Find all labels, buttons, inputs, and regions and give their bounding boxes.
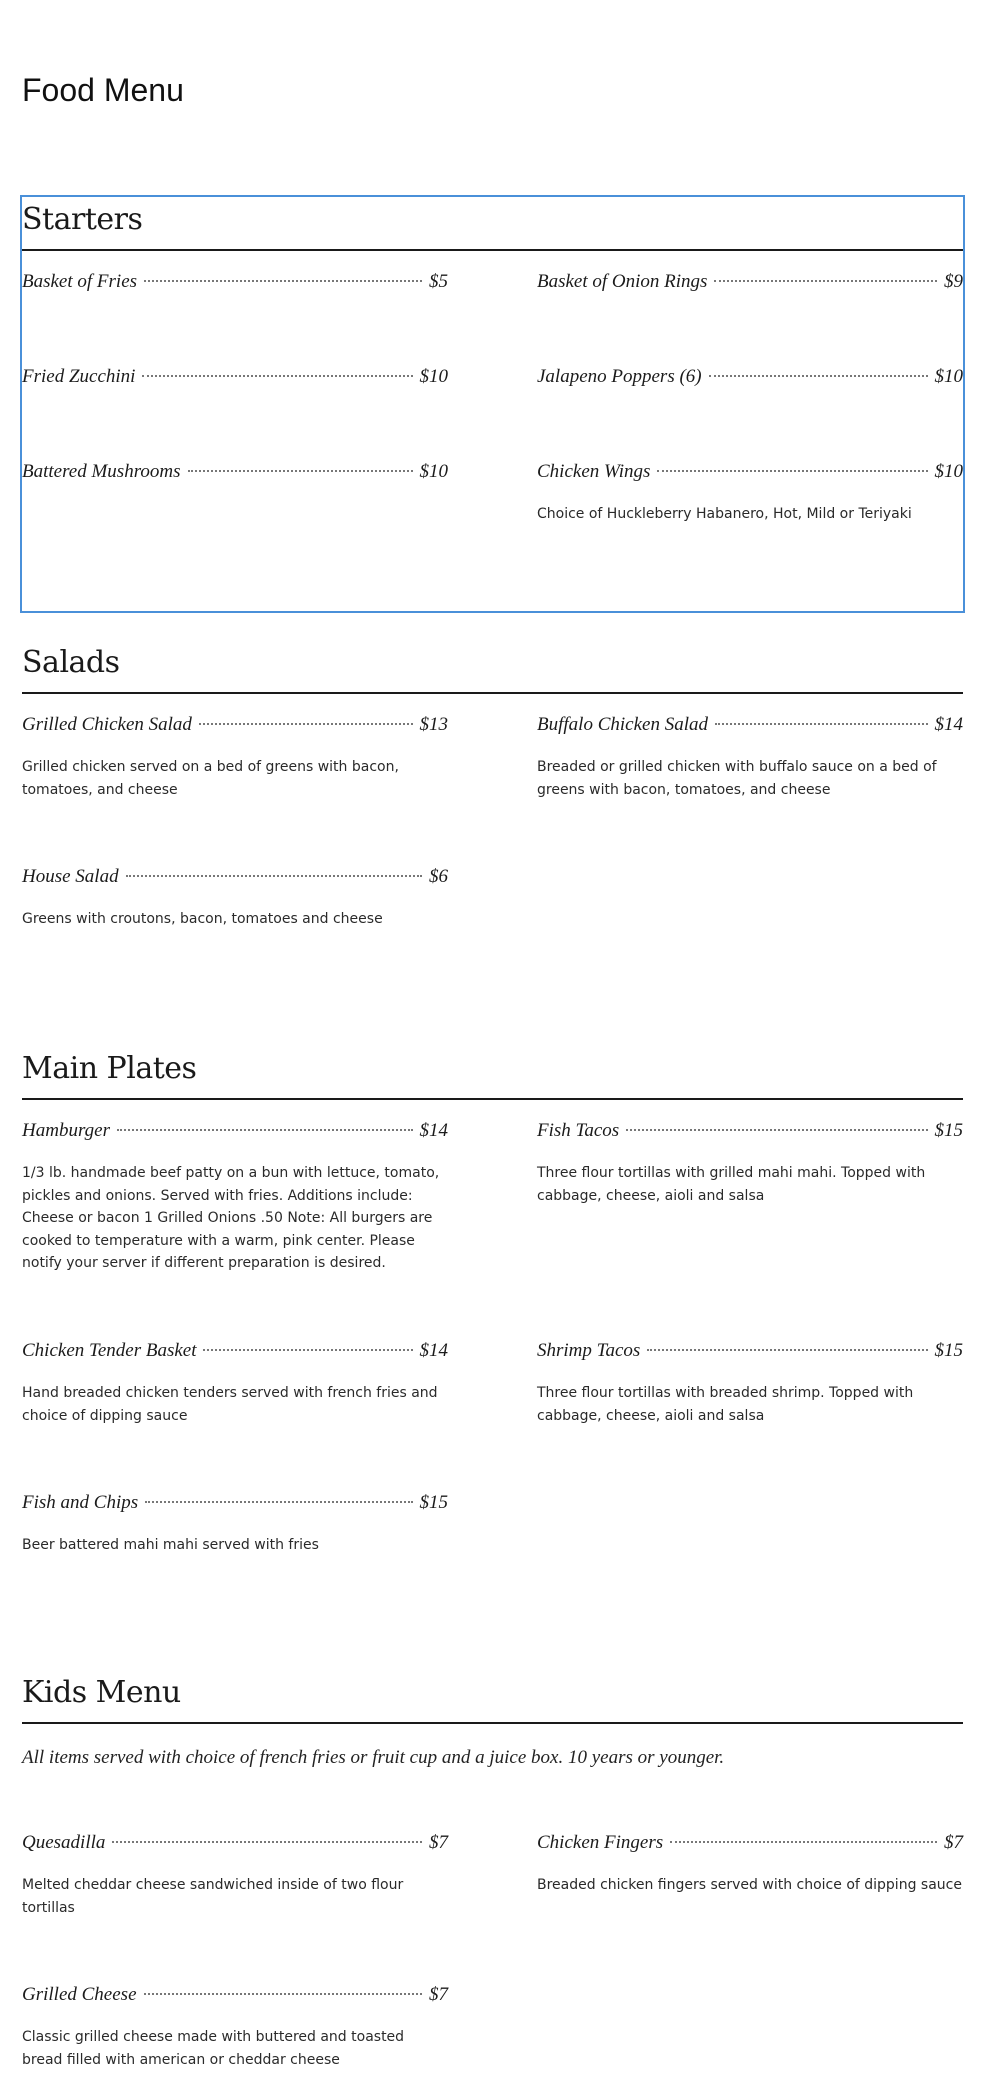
dot-leader — [715, 723, 928, 725]
item-name: Buffalo Chicken Salad — [537, 714, 708, 735]
page-title: Food Menu — [22, 72, 184, 108]
dot-leader — [188, 470, 413, 472]
item-price: $7 — [944, 1832, 963, 1853]
item-description: Beer battered mahi mahi served with fries — [22, 1537, 319, 1553]
item-description: Greens with croutons, bacon, tomatoes and cheese — [22, 911, 383, 927]
dot-leader — [199, 723, 413, 725]
main-plates-section — [22, 1046, 963, 1566]
dot-leader — [144, 1993, 422, 1995]
section-title-starters: Starters — [22, 197, 963, 251]
salads-section — [22, 640, 963, 940]
item-price: $10 — [934, 461, 963, 482]
dot-leader — [714, 280, 937, 282]
dot-leader — [709, 375, 928, 377]
item-price: $9 — [944, 271, 963, 292]
item-name: Quesadilla — [22, 1832, 106, 1853]
item-description: Breaded chicken fingers served with choice of dipping sauce — [537, 1877, 962, 1893]
menu-item — [537, 712, 963, 801]
menu-item — [537, 1118, 963, 1207]
dot-leader — [144, 280, 422, 282]
item-name: Chicken Tender Basket — [22, 1340, 197, 1361]
item-price: $10 — [419, 461, 448, 482]
dot-leader — [626, 1129, 927, 1131]
item-price: $6 — [429, 866, 448, 887]
item-description: 1/3 lb. handmade beef patty on a bun with lettuce, tomato, pickles and onions. Served with fries. Additions include: Cheese or bacon 1 Grilled Onions .50 Note: All burgers are cooked to temperature with a warm, pink center. Please notify your server if different preparation is desired. — [22, 1165, 440, 1271]
menu-item — [22, 459, 448, 491]
menu-item — [537, 459, 963, 526]
item-price: $14 — [934, 714, 963, 735]
item-description: Breaded or grilled chicken with buffalo sauce on a bed of greens with bacon, tomatoes, and cheese — [537, 759, 937, 798]
item-price: $14 — [419, 1120, 448, 1141]
item-name: Battered Mushrooms — [22, 461, 181, 482]
item-price: $5 — [429, 271, 448, 292]
menu-item — [22, 1338, 448, 1427]
menu-item — [22, 1982, 448, 2071]
item-description: Choice of Huckleberry Habanero, Hot, Mild or Teriyaki — [537, 506, 912, 522]
item-description: Classic grilled cheese made with buttered and toasted bread filled with american or cheddar cheese — [22, 2029, 405, 2068]
item-price: $13 — [419, 714, 448, 735]
item-price: $15 — [934, 1340, 963, 1361]
menu-item — [537, 1830, 963, 1897]
menu-item — [22, 864, 448, 931]
section-title-kids-menu: Kids Menu — [22, 1670, 963, 1724]
menu-item — [22, 1490, 448, 1557]
dot-leader — [126, 875, 422, 877]
dot-leader — [117, 1129, 413, 1131]
starters-section[interactable] — [22, 197, 963, 611]
menu-item — [22, 269, 448, 301]
menu-item — [537, 364, 963, 396]
item-description: Hand breaded chicken tenders served with french fries and choice of dipping sauce — [22, 1385, 438, 1424]
item-name: Basket of Onion Rings — [537, 271, 708, 292]
dot-leader — [145, 1501, 412, 1503]
item-name: Chicken Fingers — [537, 1832, 664, 1853]
dot-leader — [142, 375, 412, 377]
item-name: Shrimp Tacos — [537, 1340, 641, 1361]
item-price: $10 — [419, 366, 448, 387]
item-name: Grilled Chicken Salad — [22, 714, 192, 735]
item-price: $10 — [934, 366, 963, 387]
item-name: Fish Tacos — [537, 1120, 620, 1141]
item-name: Grilled Cheese — [22, 1984, 137, 2005]
menu-item — [22, 1118, 448, 1275]
dot-leader — [657, 470, 927, 472]
item-description: Three flour tortillas with breaded shrimp. Topped with cabbage, cheese, aioli and salsa — [537, 1385, 914, 1424]
menu-item — [537, 1338, 963, 1427]
item-name: Fried Zucchini — [22, 366, 136, 387]
item-price: $7 — [429, 1984, 448, 2005]
item-name: Fish and Chips — [22, 1492, 139, 1513]
section-title-main-plates: Main Plates — [22, 1046, 963, 1100]
dot-leader — [670, 1841, 937, 1843]
menu-item — [22, 364, 448, 396]
item-price: $15 — [934, 1120, 963, 1141]
item-price: $7 — [429, 1832, 448, 1853]
item-description: Three flour tortillas with grilled mahi mahi. Topped with cabbage, cheese, aioli and salsa — [537, 1165, 926, 1204]
section-title-salads: Salads — [22, 640, 963, 694]
item-name: Jalapeno Poppers (6) — [537, 366, 702, 387]
kids-menu-section — [22, 1670, 963, 2070]
menu-item — [537, 269, 963, 301]
item-description: Melted cheddar cheese sandwiched inside of two flour tortillas — [22, 1877, 404, 1916]
dot-leader — [112, 1841, 422, 1843]
item-price: $14 — [419, 1340, 448, 1361]
item-name: House Salad — [22, 866, 119, 887]
item-name: Basket of Fries — [22, 271, 138, 292]
item-name: Hamburger — [22, 1120, 110, 1141]
menu-item — [22, 712, 448, 801]
item-name: Chicken Wings — [537, 461, 651, 482]
item-price: $15 — [419, 1492, 448, 1513]
item-description: Grilled chicken served on a bed of greens with bacon, tomatoes, and cheese — [22, 759, 399, 798]
section-note: All items served with choice of french fries or fruit cup and a juice box. 10 years or younger. — [22, 1747, 725, 1768]
menu-item — [22, 1830, 448, 1919]
dot-leader — [647, 1349, 927, 1351]
dot-leader — [203, 1349, 412, 1351]
